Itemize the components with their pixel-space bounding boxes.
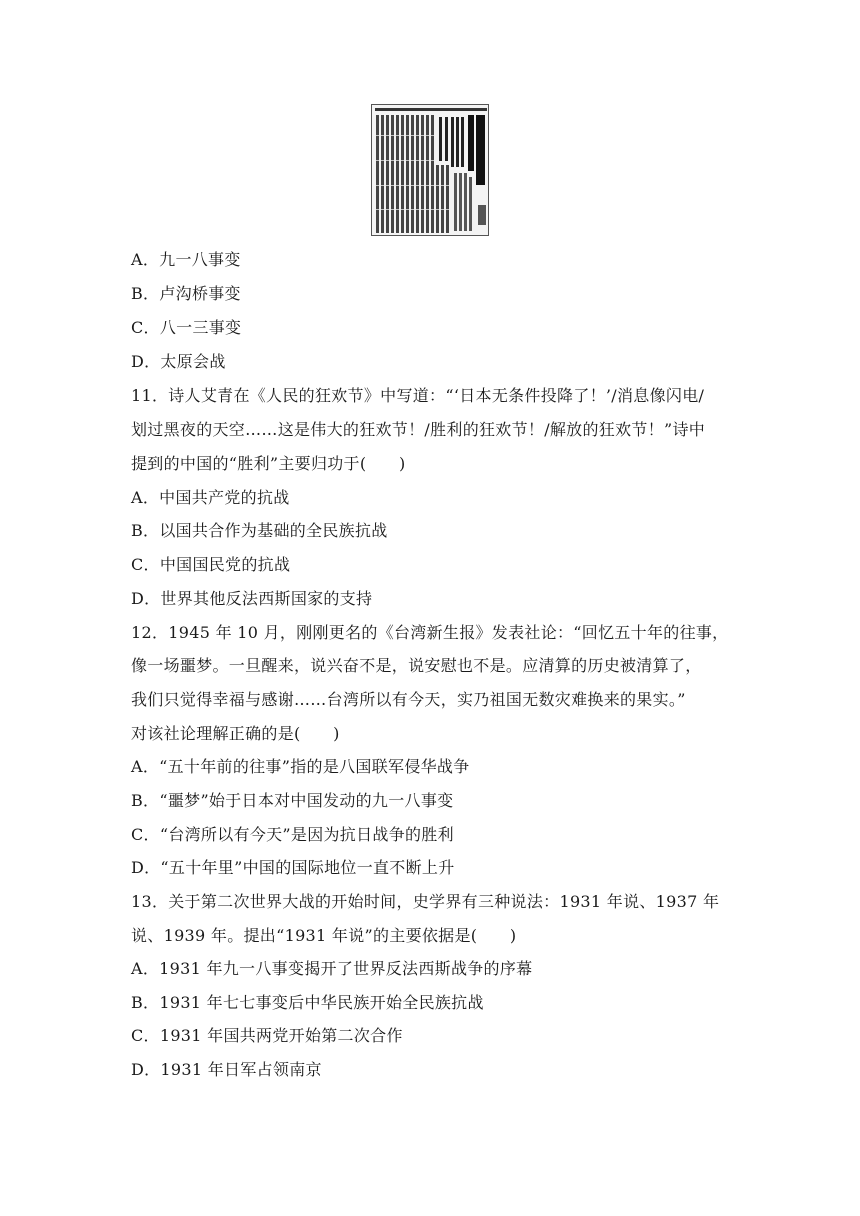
q12-option-a: A．“五十年前的往事”指的是八国联军侵华战争 <box>131 757 470 776</box>
q13-option-d: D．1931 年日军占领南京 <box>131 1060 322 1079</box>
q12-option-c: C．“台湾所以有今天”是因为抗日战争的胜利 <box>131 825 454 844</box>
newspaper-illustration <box>372 105 489 236</box>
q11-stem-line-3: 提到的中国的“胜利”主要归功于( ) <box>131 454 406 473</box>
q11-stem-line-2: 划过黑夜的天空……这是伟大的狂欢节！/胜利的狂欢节！/解放的狂欢节！”诗中 <box>131 420 706 439</box>
q10-option-a: A．九一八事变 <box>131 250 241 269</box>
q10-option-d: D．太原会战 <box>131 352 226 371</box>
newspaper-image <box>371 104 489 236</box>
q12-option-b: B．“噩梦”始于日本对中国发动的九一八事变 <box>131 791 454 810</box>
q13-stem-line-1: 13．关于第二次世界大战的开始时间，史学界有三种说法：1931 年说、1937 年 <box>131 892 720 911</box>
q11-option-d: D．世界其他反法西斯国家的支持 <box>131 589 373 608</box>
q12-stem-line-4: 对该社论理解正确的是( ) <box>131 724 340 743</box>
q12-stem-line-3: 我们只觉得幸福与感谢……台湾所以有今天，实乃祖国无数灾难换来的果实。” <box>131 690 686 709</box>
q12-stem-line-1: 12．1945 年 10 月，刚刚更名的《台湾新生报》发表社论：“回忆五十年的往事， <box>131 623 729 642</box>
q11-option-c: C．中国国民党的抗战 <box>131 555 291 574</box>
q11-option-b: B．以国共合作为基础的全民族抗战 <box>131 521 388 540</box>
q11-stem-line-1: 11．诗人艾青在《人民的狂欢节》中写道：“‘日本无条件投降了！’/消息像闪电/ <box>131 386 705 405</box>
q12-stem-line-2: 像一场噩梦。一旦醒来，说兴奋不是，说安慰也不是。应清算的历史被清算了， <box>131 656 702 675</box>
q13-option-b: B．1931 年七七事变后中华民族开始全民族抗战 <box>131 993 484 1012</box>
q10-option-b: B．卢沟桥事变 <box>131 284 241 303</box>
q13-stem-line-2: 说、1939 年。提出“1931 年说”的主要依据是( ) <box>131 926 517 945</box>
q13-option-a: A．1931 年九一八事变揭开了世界反法西斯战争的序幕 <box>131 959 533 978</box>
q13-option-c: C．1931 年国共两党开始第二次合作 <box>131 1026 403 1045</box>
q12-option-d: D．“五十年里”中国的国际地位一直不断上升 <box>131 858 455 877</box>
q11-option-a: A．中国共产党的抗战 <box>131 488 290 507</box>
q10-option-c: C．八一三事变 <box>131 318 242 337</box>
